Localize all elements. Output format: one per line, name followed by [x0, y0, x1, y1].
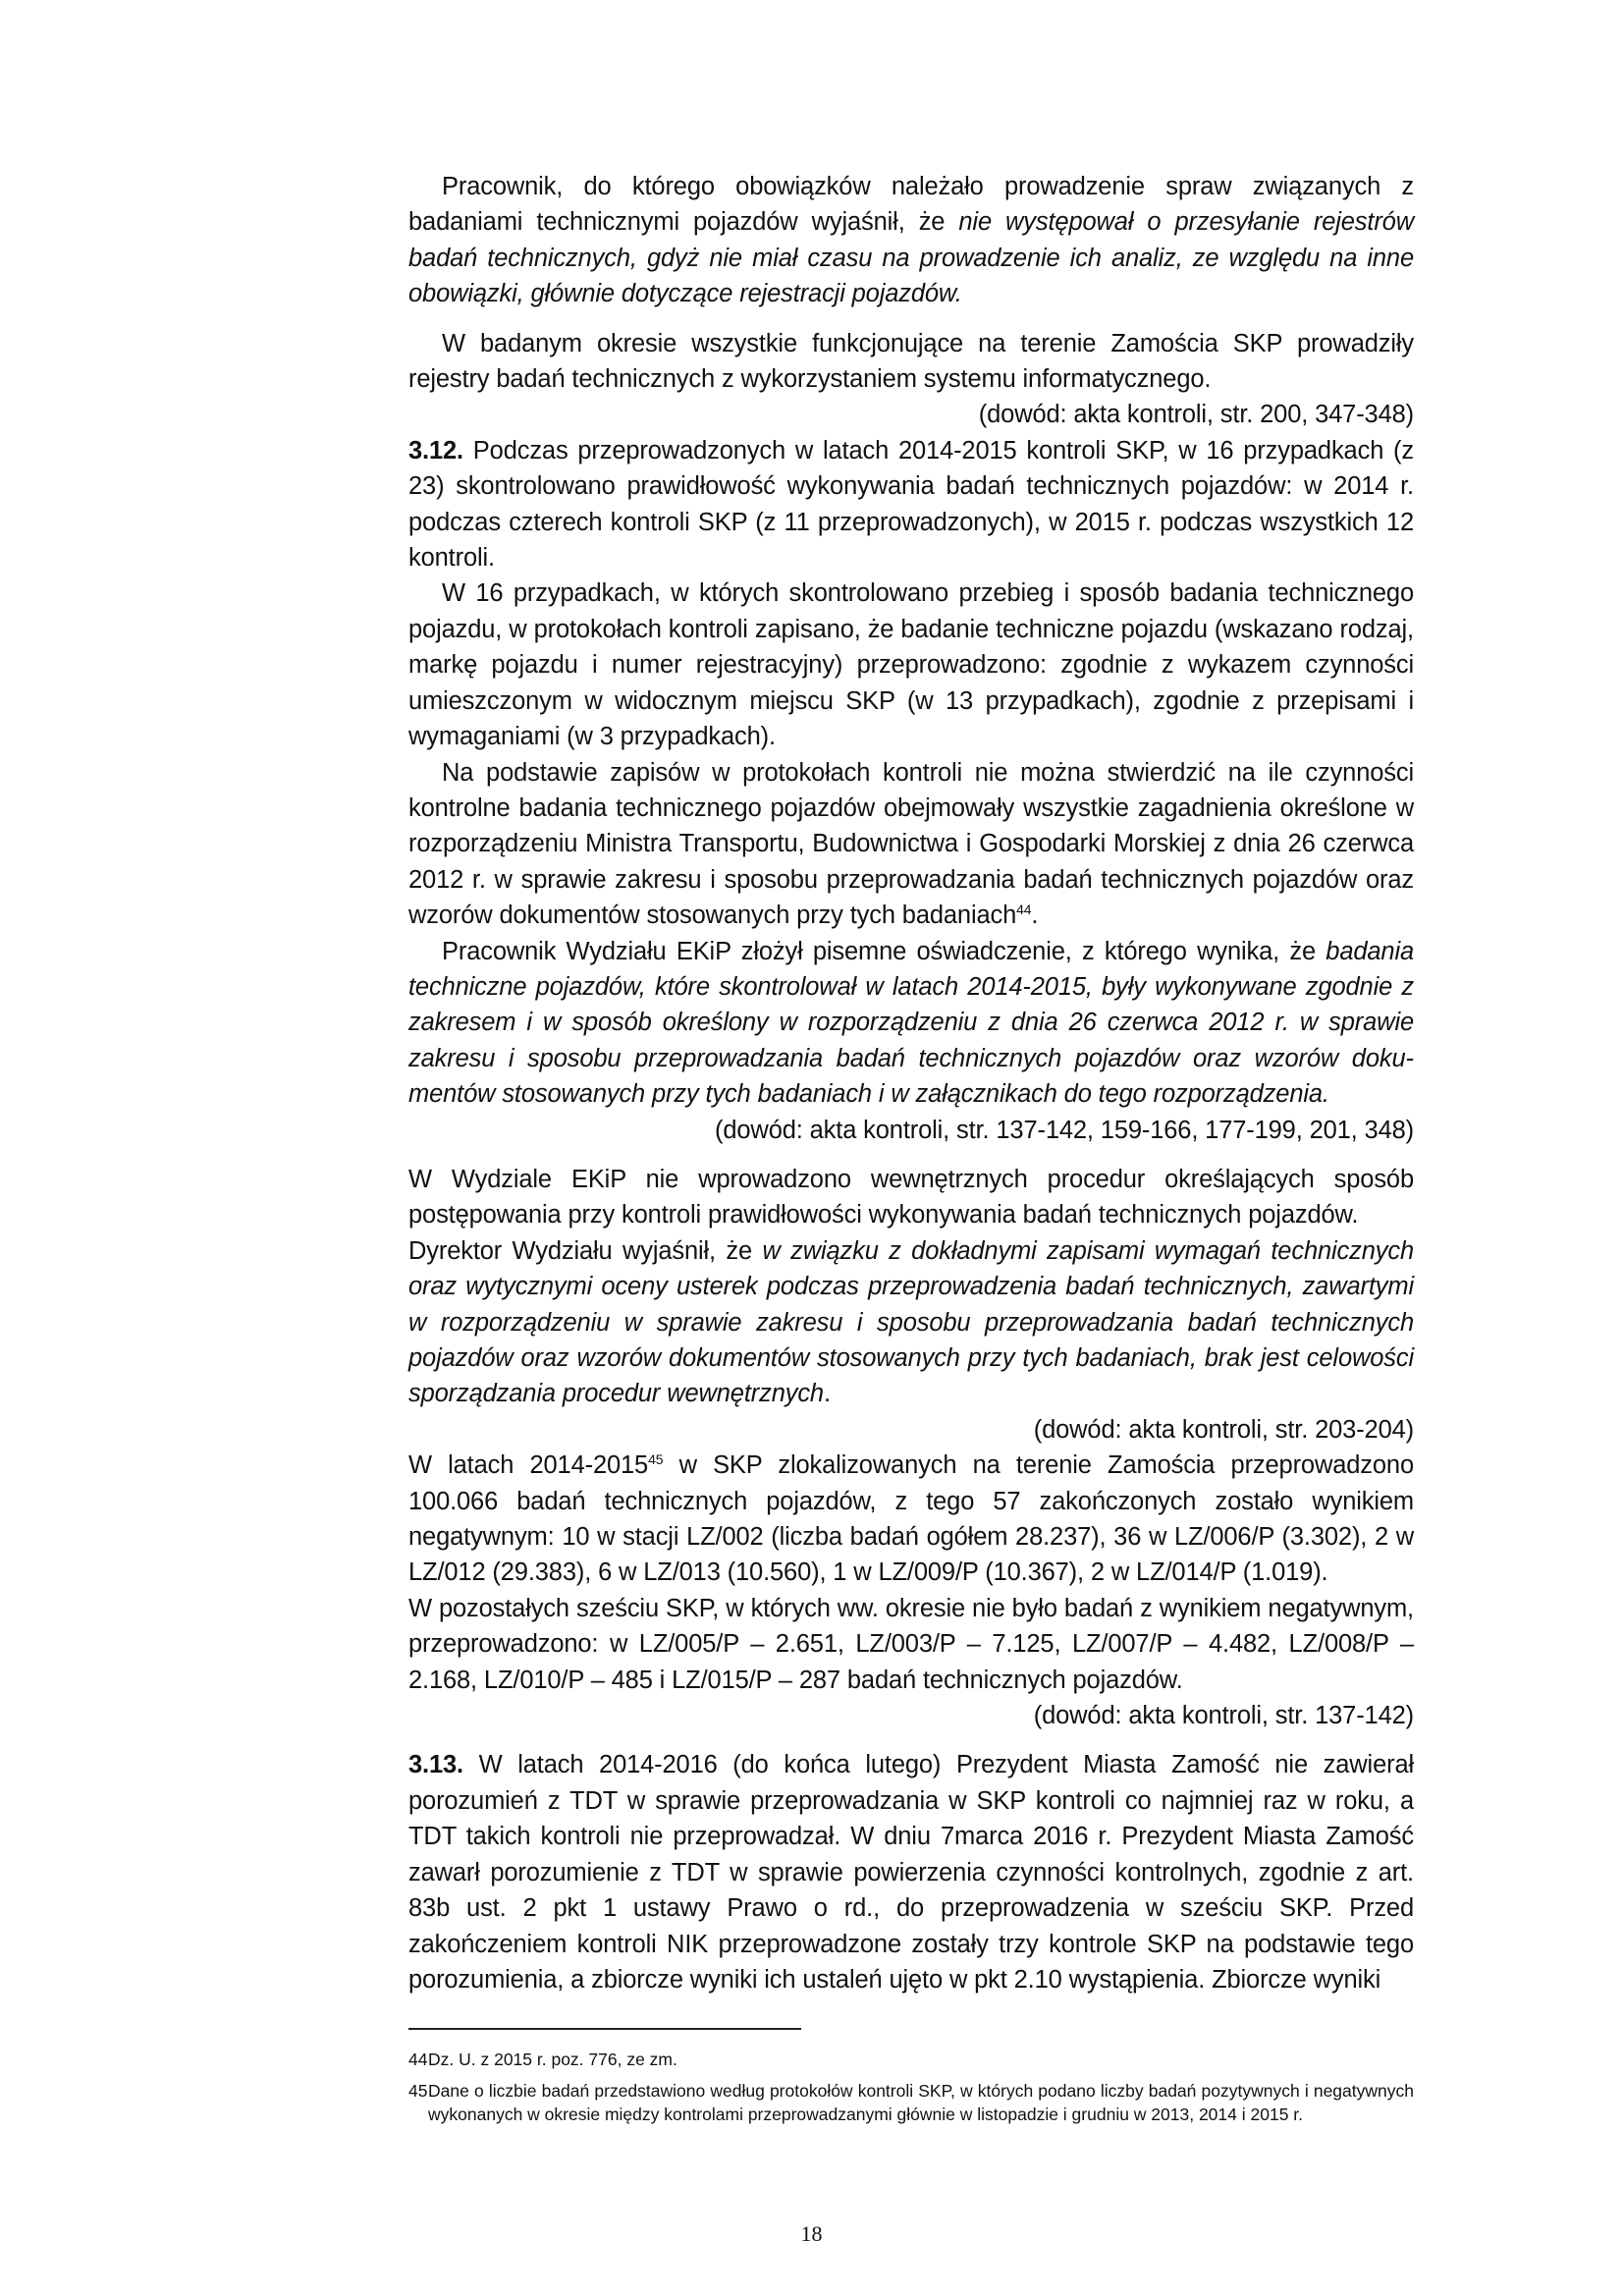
text-run: . [823, 1380, 831, 1408]
body-text [408, 169, 1414, 1997]
footnote-ref: 45 [648, 1451, 664, 1468]
text-run: Na podstawie zapisów w protokołach kontroli nie można stwierdzić na ile czynności kontrolne badania technicznego pojazdów obejmowały wszystkie zagadnienia określone w rozporządzeniu Ministra Transportu, Budownictwa i Gospodarki Morskiej z dnia 26 czerwca 2012 r. w sprawie zakresu i sposobu przeprowadzania badań technicznych pojazdów oraz wzorów dokumentów stosowanych przy tych badaniach [408, 758, 1414, 930]
quoted-text: w związku z dokładnymi zapisami wymagań technicznych oraz wytycznymi oceny usterek podczas przeprowadzenia badań technicznych, zawartymi w rozporządzeniu w sprawie zakresu i sposobu przeprowadzania badań technicznych pojazdów oraz wzorów dokumentów stosowanych przy tych badaniach, brak jest celowości sporządzania procedur wewnętrznych [408, 1236, 1414, 1408]
text-run: W latach 2014-2015 [408, 1451, 649, 1480]
quoted-text: nie występował o przesyłanie rejestrów badań technicznych, gdyż nie miał czasu na prowadzenie ich analiz, ze względu na inne obowiązki, głównie dotyczące rejestracji pojazdów. [408, 208, 1414, 308]
text-run: (dowód: akta kontroli, str. 137-142) [1033, 1702, 1414, 1730]
paragraph [408, 755, 1414, 934]
paragraph [408, 1162, 1414, 1233]
evidence-reference [408, 1412, 1414, 1448]
section-number: 3.12. [408, 436, 463, 465]
footnotes-section [408, 2028, 1414, 2134]
text-run: (dowód: akta kontroli, str. 200, 347-348) [978, 401, 1414, 429]
text-run: W Wydziale EKiP nie wprowadzono wewnętrznych procedur określających sposób postępowania przy kontroli prawidłowości wykonywania badań technicznych pojazdów. [408, 1165, 1414, 1230]
text-run: W pozostałych sześciu SKP, w których ww. okresie nie było badań z wynikiem negatywnym, przeprowadzono: w LZ/005/P – 2.651, LZ/003/P – 7.125, LZ/007/P – 4.482, LZ/008/P – 2.168, LZ/010/P – 485 i LZ/015/P – 287 badań technicznych pojazdów. [408, 1594, 1414, 1694]
text-run: W latach 2014-2016 (do końca lutego) Prezydent Miasta Zamość nie zawierał porozumień z TDT w sprawie przeprowadzania w SKP kontroli co najmniej raz w roku, a TDT takich kontroli nie przeprowadzał. W dniu 7marca 2016 r. Prezydent Miasta Zamość zawarł porozumienie z TDT w sprawie powierzenia czynności kontrolnych, zgodnie z art. 83b ust. 2 pkt 1 ustawy Prawo o rd., do przeprowadzenia w sześciu SKP. Przed zakończeniem kontroli NIK przeprowadzone zostały trzy kontrole SKP na podstawie tego porozumienia, a zbiorcze wyniki ich ustaleń ujęto w pkt 2.10 wystąpienia. Zbiorcze wyniki [408, 1751, 1414, 1994]
footnote-number: 44 [408, 2049, 428, 2069]
paragraph [408, 169, 1414, 312]
evidence-reference [408, 1113, 1414, 1148]
evidence-reference [408, 1698, 1414, 1733]
paragraph [408, 1448, 1414, 1591]
text-run: W badanym okresie wszystkie funkcjonujące na terenie Zamościa SKP prowadziły rejestry badań technicznych z wykorzystaniem systemu informatycznego. [408, 329, 1414, 394]
footnote-separator [408, 2028, 801, 2030]
footnote-number: 45 [408, 2080, 428, 2101]
text-run: . [1031, 902, 1039, 930]
paragraph [408, 575, 1414, 754]
paragraph [408, 1233, 1414, 1412]
footnote-ref: 44 [1016, 902, 1032, 918]
footnote-44 [408, 2048, 1414, 2071]
text-run: W 16 przypadkach, w których skontrolowano przebieg i sposób badania technicznego pojazdu, w protokołach kontroli zapisano, że badanie techniczne pojazdu (wskazano rodzaj, markę pojazdu i numer rejestracyjny) przeprowadzono: zgodnie z wykazem czynności umieszczonym w widocznym miejscu SKP (w 13 przypadkach), zgodnie z przepisami i wymaganiami (w 3 przypadkach). [408, 579, 1414, 751]
text-run: (dowód: akta kontroli, str. 137-142, 159-166, 177-199, 201, 348) [715, 1116, 1414, 1144]
page-number: 18 [800, 2221, 823, 2246]
text-run: (dowód: akta kontroli, str. 203-204) [1033, 1415, 1414, 1444]
text-run: Pracownik Wydziału EKiP złożył pisemne oświadczenie, z którego wynika, że [442, 937, 1326, 965]
text-run: Pracownik, do którego obowiązków należało prowadzenie spraw związanych z badaniami technicznymi pojazdów wyjaśnił, że [408, 173, 1414, 237]
text-run: w SKP zlokalizowanych na terenie Zamościa przeprowadzono 100.066 badań technicznych pojazdów, z tego 57 zakończonych zostało wynikiem negatywnym: 10 w stacji LZ/002 (liczba badań ogółem 28.237), 36 w LZ/006/P (3.302), 2 w LZ/012 (29.383), 6 w LZ/013 (10.560), 1 w LZ/009/P (10.367), 2 w LZ/014/P (1.019). [408, 1451, 1414, 1587]
quoted-text: badania techniczne pojazdów, które skontrolował w latach 2014-2015, były wykonywane zgodnie z zakresem i w sposób określony w rozporządzeniu z dnia 26 czerwca 2012 r. w sprawie zakresu i sposobu przeprowadzania badań technicznych pojazdów oraz wzorów dokumentów stosowanych przy tych badaniach i w załącznikach do tego rozporządzenia. [408, 937, 1414, 1109]
footnote-text: Dane o liczbie badań przedstawiono według protokołów kontroli SKP, w których podano liczby badań pozytywnych i negatywnych wykonanych w okresie między kontrolami przeprowadzanymi głównie w listopadzie i grudniu w 2013, 2014 i 2015 r. [428, 2080, 1414, 2124]
text-run: Podczas przeprowadzonych w latach 2014-2015 kontroli SKP, w 16 przypadkach (z 23) skontrolowano prawidłowość wykonywania badań technicznych pojazdów: w 2014 r. podczas czterech kontroli SKP (z 11 przeprowadzonych), w 2015 r. podczas wszystkich 12 kontroli. [408, 436, 1414, 573]
paragraph [408, 433, 1414, 576]
paragraph [408, 934, 1414, 1113]
paragraph [408, 326, 1414, 398]
text-run: Dyrektor Wydziału wyjaśnił, że [408, 1236, 763, 1265]
section-number: 3.13. [408, 1751, 463, 1779]
paragraph [408, 1591, 1414, 1698]
paragraph [408, 1747, 1414, 1997]
footnote-45 [408, 2079, 1414, 2126]
evidence-reference [408, 397, 1414, 432]
footnote-text: Dz. U. z 2015 r. poz. 776, ze zm. [428, 2049, 677, 2069]
